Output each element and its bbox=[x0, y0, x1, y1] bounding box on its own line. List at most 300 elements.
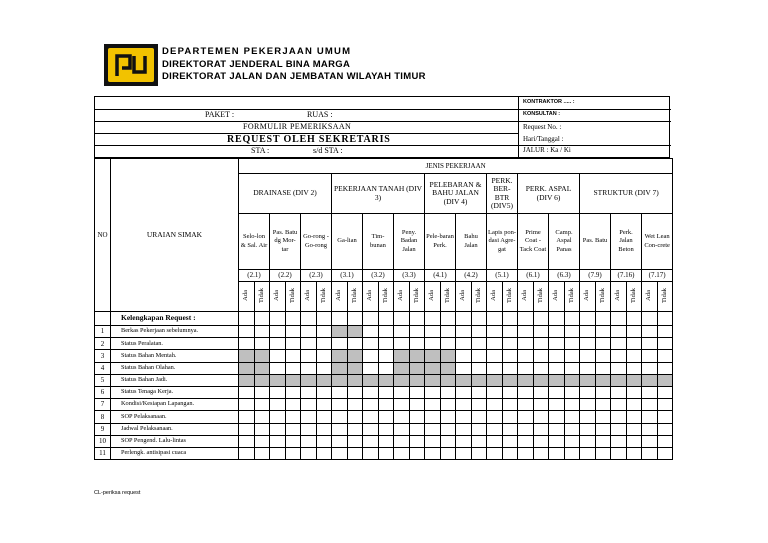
check-cell[interactable] bbox=[611, 386, 627, 398]
check-cell[interactable] bbox=[270, 423, 286, 435]
check-cell[interactable] bbox=[363, 435, 379, 447]
check-cell[interactable] bbox=[471, 447, 487, 459]
check-cell[interactable] bbox=[487, 447, 503, 459]
check-cell[interactable] bbox=[456, 386, 472, 398]
check-cell[interactable] bbox=[378, 326, 394, 338]
check-cell[interactable] bbox=[487, 399, 503, 411]
check-cell[interactable] bbox=[285, 423, 301, 435]
check-cell[interactable] bbox=[316, 362, 332, 374]
check-cell[interactable] bbox=[533, 447, 549, 459]
check-cell[interactable] bbox=[456, 374, 472, 386]
check-cell[interactable] bbox=[657, 399, 673, 411]
check-cell[interactable] bbox=[471, 423, 487, 435]
check-cell[interactable] bbox=[285, 350, 301, 362]
check-cell[interactable] bbox=[564, 423, 580, 435]
check-cell[interactable] bbox=[440, 386, 456, 398]
check-cell[interactable] bbox=[301, 326, 317, 338]
check-cell[interactable] bbox=[270, 374, 286, 386]
check-cell[interactable] bbox=[254, 447, 270, 459]
check-cell[interactable] bbox=[363, 374, 379, 386]
check-cell[interactable] bbox=[409, 326, 425, 338]
check-cell[interactable] bbox=[518, 411, 534, 423]
check-cell[interactable] bbox=[626, 411, 642, 423]
check-cell[interactable] bbox=[642, 411, 658, 423]
check-cell[interactable] bbox=[564, 338, 580, 350]
check-cell[interactable] bbox=[425, 374, 441, 386]
check-cell[interactable] bbox=[347, 399, 363, 411]
check-cell[interactable] bbox=[657, 447, 673, 459]
check-cell[interactable] bbox=[626, 423, 642, 435]
check-cell[interactable] bbox=[285, 386, 301, 398]
check-cell[interactable] bbox=[642, 447, 658, 459]
check-cell[interactable] bbox=[642, 362, 658, 374]
check-cell[interactable] bbox=[363, 350, 379, 362]
check-cell[interactable] bbox=[347, 447, 363, 459]
check-cell[interactable] bbox=[332, 362, 348, 374]
check-cell[interactable] bbox=[270, 411, 286, 423]
check-cell[interactable] bbox=[332, 326, 348, 338]
check-cell[interactable] bbox=[363, 338, 379, 350]
check-cell[interactable] bbox=[657, 326, 673, 338]
check-cell[interactable] bbox=[626, 435, 642, 447]
check-cell[interactable] bbox=[409, 386, 425, 398]
check-cell[interactable] bbox=[270, 435, 286, 447]
check-cell[interactable] bbox=[626, 374, 642, 386]
check-cell[interactable] bbox=[502, 374, 518, 386]
check-cell[interactable] bbox=[425, 326, 441, 338]
check-cell[interactable] bbox=[471, 411, 487, 423]
check-cell[interactable] bbox=[394, 423, 410, 435]
check-cell[interactable] bbox=[254, 386, 270, 398]
check-cell[interactable] bbox=[611, 435, 627, 447]
check-cell[interactable] bbox=[549, 326, 565, 338]
check-cell[interactable] bbox=[487, 326, 503, 338]
check-cell[interactable] bbox=[332, 374, 348, 386]
check-cell[interactable] bbox=[564, 374, 580, 386]
check-cell[interactable] bbox=[332, 399, 348, 411]
check-cell[interactable] bbox=[347, 423, 363, 435]
check-cell[interactable] bbox=[456, 338, 472, 350]
check-cell[interactable] bbox=[316, 326, 332, 338]
check-cell[interactable] bbox=[595, 374, 611, 386]
check-cell[interactable] bbox=[409, 411, 425, 423]
check-cell[interactable] bbox=[332, 386, 348, 398]
check-cell[interactable] bbox=[456, 435, 472, 447]
check-cell[interactable] bbox=[549, 423, 565, 435]
check-cell[interactable] bbox=[564, 447, 580, 459]
check-cell[interactable] bbox=[409, 374, 425, 386]
check-cell[interactable] bbox=[595, 411, 611, 423]
check-cell[interactable] bbox=[254, 435, 270, 447]
check-cell[interactable] bbox=[425, 338, 441, 350]
check-cell[interactable] bbox=[378, 386, 394, 398]
check-cell[interactable] bbox=[533, 350, 549, 362]
check-cell[interactable] bbox=[316, 338, 332, 350]
check-cell[interactable] bbox=[533, 338, 549, 350]
check-cell[interactable] bbox=[611, 447, 627, 459]
check-cell[interactable] bbox=[285, 447, 301, 459]
check-cell[interactable] bbox=[316, 374, 332, 386]
check-cell[interactable] bbox=[239, 435, 255, 447]
check-cell[interactable] bbox=[487, 350, 503, 362]
check-cell[interactable] bbox=[347, 374, 363, 386]
check-cell[interactable] bbox=[440, 338, 456, 350]
check-cell[interactable] bbox=[471, 326, 487, 338]
check-cell[interactable] bbox=[378, 350, 394, 362]
check-cell[interactable] bbox=[409, 350, 425, 362]
check-cell[interactable] bbox=[657, 423, 673, 435]
check-cell[interactable] bbox=[518, 423, 534, 435]
check-cell[interactable] bbox=[440, 447, 456, 459]
check-cell[interactable] bbox=[425, 423, 441, 435]
check-cell[interactable] bbox=[332, 423, 348, 435]
check-cell[interactable] bbox=[580, 362, 596, 374]
check-cell[interactable] bbox=[533, 386, 549, 398]
check-cell[interactable] bbox=[301, 423, 317, 435]
check-cell[interactable] bbox=[502, 423, 518, 435]
check-cell[interactable] bbox=[254, 374, 270, 386]
check-cell[interactable] bbox=[316, 447, 332, 459]
check-cell[interactable] bbox=[471, 374, 487, 386]
check-cell[interactable] bbox=[549, 386, 565, 398]
check-cell[interactable] bbox=[239, 411, 255, 423]
check-cell[interactable] bbox=[440, 374, 456, 386]
check-cell[interactable] bbox=[285, 435, 301, 447]
check-cell[interactable] bbox=[564, 411, 580, 423]
check-cell[interactable] bbox=[642, 423, 658, 435]
check-cell[interactable] bbox=[471, 362, 487, 374]
check-cell[interactable] bbox=[394, 386, 410, 398]
check-cell[interactable] bbox=[611, 350, 627, 362]
check-cell[interactable] bbox=[502, 326, 518, 338]
check-cell[interactable] bbox=[518, 326, 534, 338]
check-cell[interactable] bbox=[580, 423, 596, 435]
check-cell[interactable] bbox=[657, 374, 673, 386]
check-cell[interactable] bbox=[316, 423, 332, 435]
check-cell[interactable] bbox=[363, 326, 379, 338]
check-cell[interactable] bbox=[254, 326, 270, 338]
check-cell[interactable] bbox=[502, 350, 518, 362]
check-cell[interactable] bbox=[332, 435, 348, 447]
check-cell[interactable] bbox=[502, 362, 518, 374]
check-cell[interactable] bbox=[254, 362, 270, 374]
check-cell[interactable] bbox=[580, 338, 596, 350]
check-cell[interactable] bbox=[378, 362, 394, 374]
check-cell[interactable] bbox=[239, 423, 255, 435]
check-cell[interactable] bbox=[487, 411, 503, 423]
check-cell[interactable] bbox=[394, 338, 410, 350]
check-cell[interactable] bbox=[487, 386, 503, 398]
check-cell[interactable] bbox=[518, 399, 534, 411]
check-cell[interactable] bbox=[580, 386, 596, 398]
check-cell[interactable] bbox=[270, 386, 286, 398]
check-cell[interactable] bbox=[378, 423, 394, 435]
check-cell[interactable] bbox=[239, 350, 255, 362]
check-cell[interactable] bbox=[595, 435, 611, 447]
check-cell[interactable] bbox=[378, 399, 394, 411]
check-cell[interactable] bbox=[642, 386, 658, 398]
check-cell[interactable] bbox=[394, 411, 410, 423]
check-cell[interactable] bbox=[425, 399, 441, 411]
check-cell[interactable] bbox=[471, 399, 487, 411]
check-cell[interactable] bbox=[440, 411, 456, 423]
check-cell[interactable] bbox=[657, 411, 673, 423]
check-cell[interactable] bbox=[611, 374, 627, 386]
check-cell[interactable] bbox=[285, 374, 301, 386]
check-cell[interactable] bbox=[533, 411, 549, 423]
check-cell[interactable] bbox=[471, 435, 487, 447]
check-cell[interactable] bbox=[611, 362, 627, 374]
check-cell[interactable] bbox=[533, 435, 549, 447]
check-cell[interactable] bbox=[347, 326, 363, 338]
check-cell[interactable] bbox=[611, 423, 627, 435]
check-cell[interactable] bbox=[440, 423, 456, 435]
check-cell[interactable] bbox=[549, 447, 565, 459]
check-cell[interactable] bbox=[254, 338, 270, 350]
check-cell[interactable] bbox=[394, 374, 410, 386]
check-cell[interactable] bbox=[642, 399, 658, 411]
check-cell[interactable] bbox=[549, 435, 565, 447]
check-cell[interactable] bbox=[285, 362, 301, 374]
check-cell[interactable] bbox=[347, 350, 363, 362]
check-cell[interactable] bbox=[611, 411, 627, 423]
check-cell[interactable] bbox=[642, 374, 658, 386]
check-cell[interactable] bbox=[626, 338, 642, 350]
check-cell[interactable] bbox=[533, 374, 549, 386]
check-cell[interactable] bbox=[270, 338, 286, 350]
check-cell[interactable] bbox=[456, 447, 472, 459]
check-cell[interactable] bbox=[518, 386, 534, 398]
check-cell[interactable] bbox=[394, 435, 410, 447]
check-cell[interactable] bbox=[254, 350, 270, 362]
check-cell[interactable] bbox=[487, 435, 503, 447]
check-cell[interactable] bbox=[626, 399, 642, 411]
check-cell[interactable] bbox=[456, 362, 472, 374]
check-cell[interactable] bbox=[595, 362, 611, 374]
check-cell[interactable] bbox=[347, 411, 363, 423]
check-cell[interactable] bbox=[347, 338, 363, 350]
check-cell[interactable] bbox=[301, 435, 317, 447]
check-cell[interactable] bbox=[456, 350, 472, 362]
check-cell[interactable] bbox=[394, 326, 410, 338]
check-cell[interactable] bbox=[301, 399, 317, 411]
check-cell[interactable] bbox=[595, 338, 611, 350]
check-cell[interactable] bbox=[564, 362, 580, 374]
check-cell[interactable] bbox=[425, 411, 441, 423]
check-cell[interactable] bbox=[301, 386, 317, 398]
check-cell[interactable] bbox=[471, 386, 487, 398]
check-cell[interactable] bbox=[487, 338, 503, 350]
check-cell[interactable] bbox=[657, 362, 673, 374]
check-cell[interactable] bbox=[642, 350, 658, 362]
check-cell[interactable] bbox=[301, 411, 317, 423]
check-cell[interactable] bbox=[316, 350, 332, 362]
check-cell[interactable] bbox=[580, 435, 596, 447]
check-cell[interactable] bbox=[363, 411, 379, 423]
check-cell[interactable] bbox=[518, 362, 534, 374]
check-cell[interactable] bbox=[580, 411, 596, 423]
check-cell[interactable] bbox=[409, 338, 425, 350]
check-cell[interactable] bbox=[285, 399, 301, 411]
check-cell[interactable] bbox=[239, 386, 255, 398]
check-cell[interactable] bbox=[502, 411, 518, 423]
check-cell[interactable] bbox=[564, 326, 580, 338]
check-cell[interactable] bbox=[440, 435, 456, 447]
check-cell[interactable] bbox=[409, 399, 425, 411]
check-cell[interactable] bbox=[409, 447, 425, 459]
check-cell[interactable] bbox=[611, 326, 627, 338]
check-cell[interactable] bbox=[657, 435, 673, 447]
check-cell[interactable] bbox=[580, 447, 596, 459]
check-cell[interactable] bbox=[580, 326, 596, 338]
check-cell[interactable] bbox=[254, 411, 270, 423]
check-cell[interactable] bbox=[564, 435, 580, 447]
check-cell[interactable] bbox=[316, 435, 332, 447]
check-cell[interactable] bbox=[332, 411, 348, 423]
check-cell[interactable] bbox=[316, 386, 332, 398]
check-cell[interactable] bbox=[518, 374, 534, 386]
check-cell[interactable] bbox=[533, 423, 549, 435]
check-cell[interactable] bbox=[549, 374, 565, 386]
check-cell[interactable] bbox=[502, 399, 518, 411]
check-cell[interactable] bbox=[332, 338, 348, 350]
check-cell[interactable] bbox=[239, 447, 255, 459]
check-cell[interactable] bbox=[626, 350, 642, 362]
check-cell[interactable] bbox=[239, 338, 255, 350]
check-cell[interactable] bbox=[642, 338, 658, 350]
check-cell[interactable] bbox=[642, 326, 658, 338]
check-cell[interactable] bbox=[456, 399, 472, 411]
check-cell[interactable] bbox=[270, 362, 286, 374]
check-cell[interactable] bbox=[549, 350, 565, 362]
check-cell[interactable] bbox=[487, 374, 503, 386]
check-cell[interactable] bbox=[657, 386, 673, 398]
check-cell[interactable] bbox=[378, 435, 394, 447]
check-cell[interactable] bbox=[239, 362, 255, 374]
check-cell[interactable] bbox=[580, 399, 596, 411]
check-cell[interactable] bbox=[270, 350, 286, 362]
check-cell[interactable] bbox=[518, 435, 534, 447]
check-cell[interactable] bbox=[487, 362, 503, 374]
check-cell[interactable] bbox=[456, 423, 472, 435]
check-cell[interactable] bbox=[502, 447, 518, 459]
check-cell[interactable] bbox=[425, 362, 441, 374]
check-cell[interactable] bbox=[425, 447, 441, 459]
check-cell[interactable] bbox=[549, 399, 565, 411]
check-cell[interactable] bbox=[332, 447, 348, 459]
check-cell[interactable] bbox=[363, 386, 379, 398]
check-cell[interactable] bbox=[487, 423, 503, 435]
check-cell[interactable] bbox=[456, 411, 472, 423]
check-cell[interactable] bbox=[549, 411, 565, 423]
check-cell[interactable] bbox=[425, 350, 441, 362]
check-cell[interactable] bbox=[394, 399, 410, 411]
check-cell[interactable] bbox=[564, 386, 580, 398]
check-cell[interactable] bbox=[533, 362, 549, 374]
check-cell[interactable] bbox=[564, 399, 580, 411]
check-cell[interactable] bbox=[502, 338, 518, 350]
check-cell[interactable] bbox=[285, 326, 301, 338]
check-cell[interactable] bbox=[378, 374, 394, 386]
check-cell[interactable] bbox=[270, 447, 286, 459]
check-cell[interactable] bbox=[626, 386, 642, 398]
check-cell[interactable] bbox=[611, 399, 627, 411]
check-cell[interactable] bbox=[347, 435, 363, 447]
check-cell[interactable] bbox=[301, 350, 317, 362]
check-cell[interactable] bbox=[595, 386, 611, 398]
check-cell[interactable] bbox=[533, 399, 549, 411]
check-cell[interactable] bbox=[549, 338, 565, 350]
check-cell[interactable] bbox=[626, 362, 642, 374]
check-cell[interactable] bbox=[363, 447, 379, 459]
check-cell[interactable] bbox=[378, 338, 394, 350]
check-cell[interactable] bbox=[471, 338, 487, 350]
check-cell[interactable] bbox=[254, 399, 270, 411]
check-cell[interactable] bbox=[440, 362, 456, 374]
check-cell[interactable] bbox=[471, 350, 487, 362]
check-cell[interactable] bbox=[518, 447, 534, 459]
check-cell[interactable] bbox=[239, 326, 255, 338]
check-cell[interactable] bbox=[332, 350, 348, 362]
check-cell[interactable] bbox=[595, 326, 611, 338]
check-cell[interactable] bbox=[595, 447, 611, 459]
check-cell[interactable] bbox=[626, 326, 642, 338]
check-cell[interactable] bbox=[518, 350, 534, 362]
check-cell[interactable] bbox=[270, 399, 286, 411]
check-cell[interactable] bbox=[378, 411, 394, 423]
check-cell[interactable] bbox=[239, 374, 255, 386]
check-cell[interactable] bbox=[425, 386, 441, 398]
check-cell[interactable] bbox=[301, 447, 317, 459]
check-cell[interactable] bbox=[301, 374, 317, 386]
check-cell[interactable] bbox=[657, 350, 673, 362]
check-cell[interactable] bbox=[301, 362, 317, 374]
check-cell[interactable] bbox=[363, 423, 379, 435]
check-cell[interactable] bbox=[316, 411, 332, 423]
check-cell[interactable] bbox=[626, 447, 642, 459]
check-cell[interactable] bbox=[611, 338, 627, 350]
check-cell[interactable] bbox=[425, 435, 441, 447]
check-cell[interactable] bbox=[285, 338, 301, 350]
check-cell[interactable] bbox=[595, 350, 611, 362]
check-cell[interactable] bbox=[502, 435, 518, 447]
check-cell[interactable] bbox=[642, 435, 658, 447]
check-cell[interactable] bbox=[394, 362, 410, 374]
check-cell[interactable] bbox=[549, 362, 565, 374]
check-cell[interactable] bbox=[456, 326, 472, 338]
check-cell[interactable] bbox=[595, 423, 611, 435]
check-cell[interactable] bbox=[409, 435, 425, 447]
check-cell[interactable] bbox=[285, 411, 301, 423]
check-cell[interactable] bbox=[347, 362, 363, 374]
check-cell[interactable] bbox=[409, 423, 425, 435]
check-cell[interactable] bbox=[316, 399, 332, 411]
check-cell[interactable] bbox=[347, 386, 363, 398]
check-cell[interactable] bbox=[394, 350, 410, 362]
check-cell[interactable] bbox=[270, 326, 286, 338]
check-cell[interactable] bbox=[363, 399, 379, 411]
check-cell[interactable] bbox=[409, 362, 425, 374]
check-cell[interactable] bbox=[595, 399, 611, 411]
check-cell[interactable] bbox=[440, 399, 456, 411]
check-cell[interactable] bbox=[657, 338, 673, 350]
check-cell[interactable] bbox=[518, 338, 534, 350]
check-cell[interactable] bbox=[564, 350, 580, 362]
check-cell[interactable] bbox=[363, 362, 379, 374]
check-cell[interactable] bbox=[378, 447, 394, 459]
check-cell[interactable] bbox=[580, 350, 596, 362]
check-cell[interactable] bbox=[440, 350, 456, 362]
